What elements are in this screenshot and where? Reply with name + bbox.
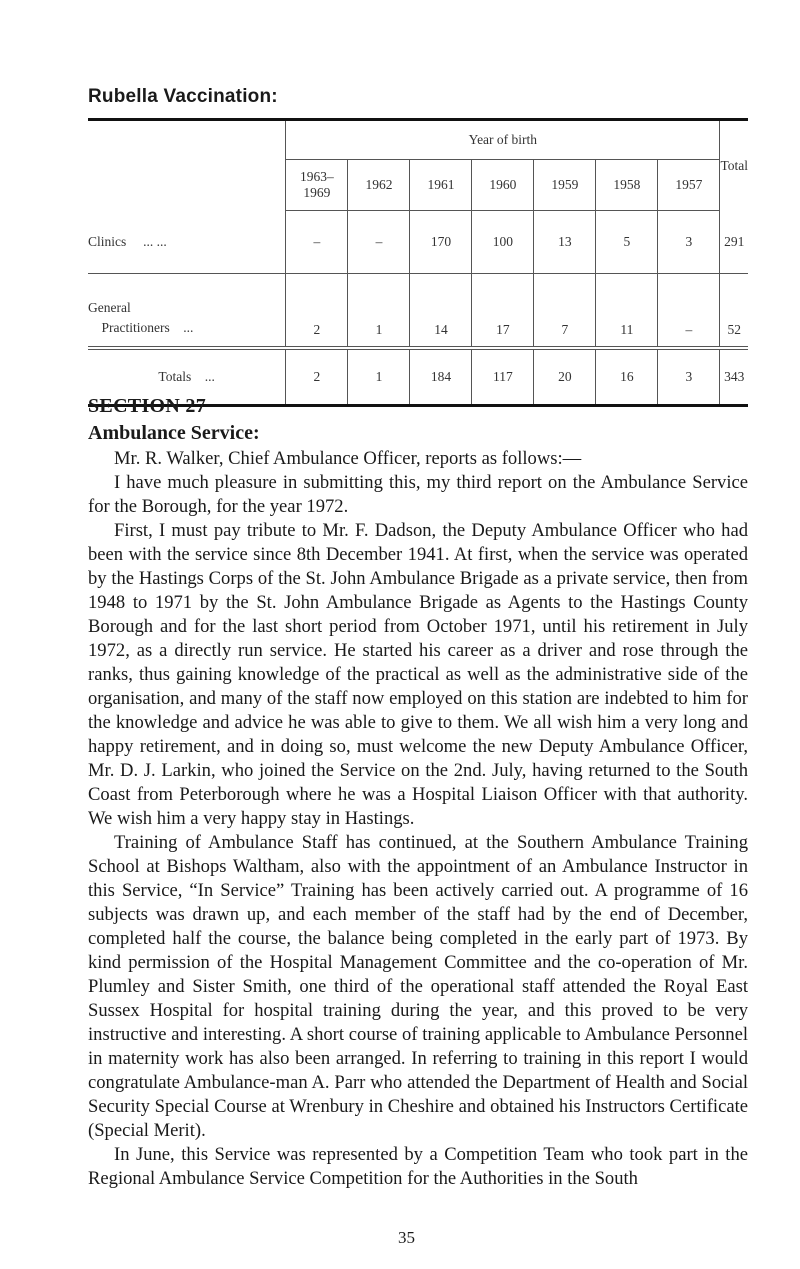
table-cell: 1 xyxy=(348,274,410,349)
table-cell: – xyxy=(348,211,410,274)
table-cell: 170 xyxy=(410,211,472,274)
table-cell: 11 xyxy=(596,274,658,349)
paragraph: I have much pleasure in submitting this, my third report on the Ambulance Service for the Borough, for the year 1972. xyxy=(88,472,748,517)
table-cell: 13 xyxy=(534,211,596,274)
table-cell: 3 xyxy=(658,211,720,274)
year-cell: 1963– 1969 xyxy=(286,160,348,211)
total-header: Total xyxy=(720,157,748,173)
table-row xyxy=(88,211,748,274)
year-cell: 1962 xyxy=(348,160,410,211)
year-cell: 1958 xyxy=(596,160,658,211)
paragraph: In June, this Service was represented by a Competition Team who took part in the Regional Ambulance Service Competition for the Authorities in the South xyxy=(88,1144,748,1189)
page-number: 35 xyxy=(398,1228,415,1247)
row-label: Totals ... xyxy=(88,348,286,406)
year-of-birth-header: Year of birth xyxy=(286,120,720,160)
year-cell: 1961 xyxy=(410,160,472,211)
row-label: Clinics ... ... xyxy=(88,211,286,274)
table-cell: 17 xyxy=(472,274,534,349)
year-cell: 1959 xyxy=(534,160,596,211)
table-cell: 3 xyxy=(658,348,720,406)
table-header-row xyxy=(88,120,748,160)
paragraph: Mr. R. Walker, Chief Ambulance Officer, reports as follows:— xyxy=(114,448,582,469)
table-cell: 7 xyxy=(534,274,596,349)
table-cell: 184 xyxy=(410,348,472,406)
table-cell: – xyxy=(286,211,348,274)
year-cell: 1960 xyxy=(472,160,534,211)
rubella-heading: Rubella Vaccination: xyxy=(88,86,278,107)
table-cell: 117 xyxy=(472,348,534,406)
table-cell: 14 xyxy=(410,274,472,349)
table-cell: 2 xyxy=(286,348,348,406)
table-cell: 100 xyxy=(472,211,534,274)
year-cell: 1957 xyxy=(658,160,720,211)
paragraph: First, I must pay tribute to Mr. F. Dadson, the Deputy Ambulance Officer who had been with the service since 8th December 1941. At first, when the service was operated by the Hastings Corps of the St. John Ambulance Brigade as a private service, then from 1948 to 1971 by the St. John Ambulance Brigade as Agents to the Hastings County Borough and for the last short period from October 1971, until his retirement in July 1972, as a directly run service. He started his career as a driver and rose through the ranks, thus gaining knowledge of the practical as well as the administrative side of the organisation, and many of the staff now employed on this station are indebted to him for the knowledge and advice he was able to give to them. We all wish him a very long and happy retirement, and in doing so, must welcome the new Deputy Ambulance Officer, Mr. D. J. Larkin, who joined the Service on the 2nd. July, having returned to the South Coast from Peterborough where he was a Hospital Liaison Officer with that authority. We wish him a very happy stay in Hastings. xyxy=(88,520,748,829)
table-cell: 16 xyxy=(596,348,658,406)
total-cell: 343 xyxy=(724,369,745,384)
subsection-title: Ambulance Service: xyxy=(88,422,260,444)
table-cell: 5 xyxy=(596,211,658,274)
total-cell: 291 xyxy=(720,211,748,274)
table-cell: 20 xyxy=(534,348,596,406)
report-body xyxy=(88,447,748,1191)
table-row xyxy=(88,274,748,349)
table-cell: – xyxy=(658,274,720,349)
section-title: SECTION 27 xyxy=(88,395,207,417)
table-cell: 2 xyxy=(286,274,348,349)
total-cell: 52 xyxy=(720,274,748,349)
rubella-vaccination-table xyxy=(88,118,748,407)
empty-corner-cell xyxy=(88,120,286,211)
table-cell: 1 xyxy=(348,348,410,406)
paragraph: Training of Ambulance Staff has continued, at the Southern Ambulance Training School at Bishops Waltham, also with the appointment of an Ambulance Instructor in this Service, “In Service” Training has been actively carried out. A programme of 16 subjects was drawn up, and each member of the staff had by the end of December, completed half the course, the balance being completed in the early part of 1973. By kind permission of the Hospital Management Committee and the co-operation of Mr. Plumley and Sister Smith, one third of the operational staff attended the Royal East Sussex Hospital for hospital training during the year, and this proved to be very instructive and interesting. A short course of training applicable to Ambulance Personnel in maternity work has also been arranged. In referring to training in this report I would congratulate Ambulance-man A. Parr who attended the Department of Health and Social Security Special Course at Wrenbury in Cheshire and obtained his Instructors Certificate (Special Merit). xyxy=(88,832,748,1141)
row-label: General Practitioners ... xyxy=(88,274,286,349)
